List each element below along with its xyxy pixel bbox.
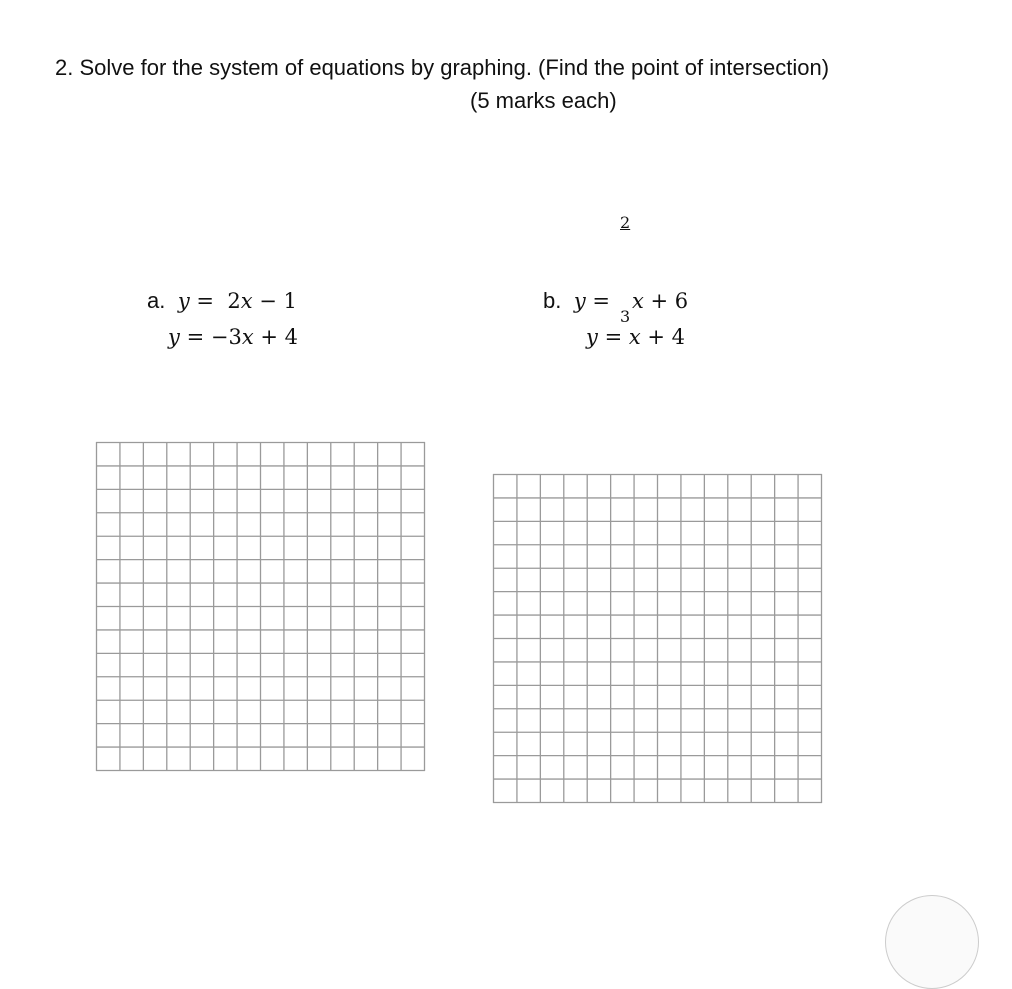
part-b-eq1-lhs: y [573,289,586,313]
question-marks: (5 marks each) [470,88,617,113]
graph-grid-a[interactable] [96,442,425,771]
part-b-fraction-numerator: 2 [620,213,631,232]
question-title: 2. Solve for the system of equations by graphing. (Find the point of intersection) [55,55,830,80]
part-a-eq1-rest: − 1 [259,289,297,313]
part-a-eq2-equals: = [186,325,205,349]
scroll-button-partial[interactable] [885,895,979,989]
part-b-label: b. [543,288,562,313]
part-b-equation-1 [543,288,688,314]
part-b-eq1-var: x [631,289,644,313]
part-a-equation-2 [168,325,298,349]
part-b-eq2-lhs: y [586,325,598,349]
graph-grid-b[interactable] [493,474,822,803]
part-a-eq1-lhs: y [177,289,190,313]
part-b-eq2-equals: = [604,325,623,349]
part-b-eq2-rest: + 4 [647,325,686,349]
part-a-eq2-rest: + 4 [260,325,298,349]
part-b-equation-2 [586,325,685,349]
part-a-eq1-var: x [240,289,253,313]
part-b-eq2-var: x [628,325,641,349]
part-b-eq1-equals: = [592,289,610,313]
part-a-eq1-equals: = [196,289,214,313]
part-a-equation-1 [147,288,297,314]
part-a-eq1-coef: 2 [227,289,241,313]
part-a-eq2-coef: −3 [210,325,242,349]
part-a-label: a. [147,288,166,313]
part-a-eq2-lhs: y [168,325,180,349]
part-b-eq1-rest: + 6 [650,289,689,313]
part-b-fraction-denominator: 3 [620,307,631,326]
part-a-eq2-var: x [241,325,254,349]
